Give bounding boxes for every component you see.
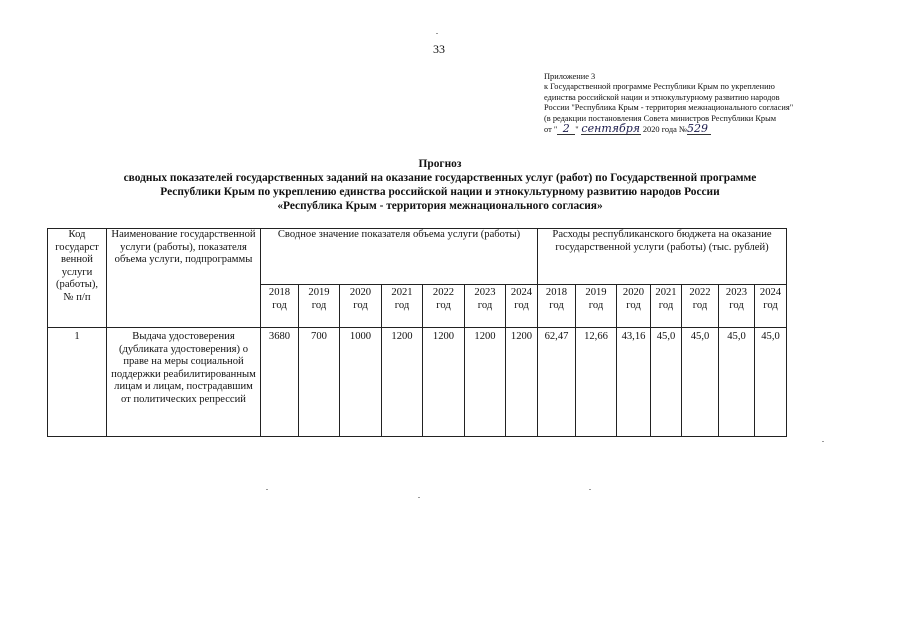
cell-expenses-6: 45,0: [755, 328, 787, 437]
appendix-date-prefix: от ": [544, 125, 558, 135]
scan-speck: [418, 497, 420, 498]
year-volume-5: 2023 год: [465, 285, 506, 328]
cell-volume-4: 1200: [423, 328, 465, 437]
appendix-line-5: (в редакции постановления Совета министров Республики Крым: [544, 113, 777, 123]
handwritten-number: 529: [687, 124, 711, 135]
title-line-4: «Республика Крым - территория межнационального согласия»: [277, 200, 603, 212]
year-volume-3: 2021 год: [382, 285, 423, 328]
handwritten-day: 2: [557, 124, 575, 135]
cell-expenses-0: 62,47: [538, 328, 576, 437]
appendix-line-4: России "Республика Крым - территория межнационального согласия": [544, 103, 794, 113]
year-expenses-0: 2018 год: [538, 285, 576, 328]
appendix-line-1: Приложение 3: [544, 72, 596, 81]
scan-speck: [822, 441, 824, 442]
appendix-line-6: [544, 124, 844, 135]
appendix-block: [544, 72, 844, 135]
appendix-line-3: единства российской нации и этнокультурному развитию народов: [544, 92, 780, 102]
forecast-table: [47, 228, 787, 437]
title-line-1: Прогноз: [418, 158, 462, 170]
document-title: [80, 157, 800, 213]
cell-expenses-5: 45,0: [719, 328, 755, 437]
header-code: Код государст венной услуги (работы), № п/п: [48, 229, 107, 328]
cell-volume-1: 700: [299, 328, 340, 437]
appendix-line-2: к Государственной программе Республики Крым по укреплению: [544, 82, 775, 92]
cell-volume-5: 1200: [465, 328, 506, 437]
header-expenses: Расходы республиканского бюджета на оказание государственной услуги (работы) (тыс. рублей): [538, 229, 787, 285]
page-number: 33: [433, 42, 445, 56]
scan-speck: [589, 489, 591, 490]
scan-speck: [436, 33, 438, 34]
cell-expenses-3: 45,0: [651, 328, 682, 437]
handwritten-month: сентября: [581, 122, 641, 136]
year-expenses-1: 2019 год: [576, 285, 617, 328]
cell-volume-0: 3680: [261, 328, 299, 437]
scan-speck: [266, 489, 268, 490]
cell-expenses-4: 45,0: [682, 328, 719, 437]
year-volume-1: 2019 год: [299, 285, 340, 328]
year-expenses-3: 2021 год: [651, 285, 682, 328]
appendix-year: 2020 года №: [642, 125, 687, 135]
year-expenses-6: 2024 год: [755, 285, 787, 328]
header-volume: Сводное значение показателя объема услуги (работы): [261, 229, 538, 285]
year-expenses-4: 2022 год: [682, 285, 719, 328]
cell-expenses-2: 43,16: [617, 328, 651, 437]
year-expenses-5: 2023 год: [719, 285, 755, 328]
cell-volume-3: 1200: [382, 328, 423, 437]
header-name: Наименование государственной услуги (работы), показателя объема услуги, подпрограммы: [107, 229, 261, 328]
cell-volume-2: 1000: [340, 328, 382, 437]
appendix-date-quote: ": [575, 125, 579, 135]
year-volume-0: 2018 год: [261, 285, 299, 328]
cell-expenses-1: 12,66: [576, 328, 617, 437]
cell-volume-6: 1200: [506, 328, 538, 437]
year-volume-2: 2020 год: [340, 285, 382, 328]
title-line-3: Республики Крым по укреплению единства российской нации и этнокультурному развитию народов России: [160, 186, 720, 198]
cell-code: 1: [48, 328, 107, 437]
table-row: [48, 328, 787, 437]
title-line-2: сводных показателей государственных заданий на оказание государственных услуг (работ) по Государственной программе: [123, 172, 757, 184]
year-volume-4: 2022 год: [423, 285, 465, 328]
year-expenses-2: 2020 год: [617, 285, 651, 328]
year-volume-6: 2024 год: [506, 285, 538, 328]
cell-service-name: Выдача удостоверения (дубликата удостоверения) о праве на меры социальной поддержки реабилитированным лицам и лицам, пострадавшим от политических репрессий: [107, 328, 261, 437]
